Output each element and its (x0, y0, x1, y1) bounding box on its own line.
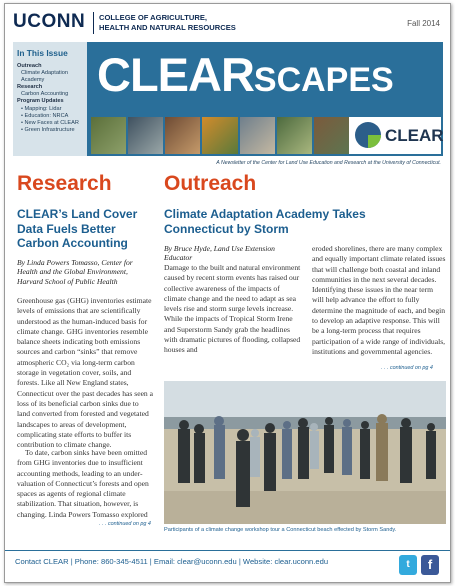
toc-heading[interactable]: Outreach (17, 63, 42, 69)
outreach-column-2: eroded shorelines, there are many complex and equally important climate related issues that will challenge both coastal and inland communities in the next several decades. Identifying these issues in the near term will help advance the effort to fully determine the magnitude of each, and begin to develop an adaptive response. This will be a long-term process that requires participation of a wide range of individuals, institutions and governmental agencies. (312, 244, 446, 356)
footer (5, 550, 450, 583)
outreach-continued: . . . continued on pg 4 (381, 365, 433, 371)
research-byline: By Linda Powers Tomasso, Center for Health and the Global Environment, Harvard School of Public Health (17, 258, 133, 286)
strip-photo (128, 117, 163, 154)
toc-item[interactable]: Academy (21, 77, 45, 84)
toc-heading[interactable]: Program Updates (17, 98, 64, 105)
strip-photo (165, 117, 200, 154)
table-of-contents (13, 42, 87, 156)
photo-caption: Participants of a climate change workshop tour a Connecticut beach effected by Storm Sandy. (164, 527, 397, 533)
toc-item[interactable]: • Mapping: Lidar (21, 105, 62, 112)
toc-heading[interactable]: Research (17, 84, 43, 91)
toc-item[interactable]: • Green Infrastructure (21, 126, 75, 133)
newsletter-page (4, 3, 451, 583)
strip-photo (91, 117, 126, 154)
toc-item[interactable]: • Education: NRCA (21, 112, 69, 119)
outreach-byline: By Bruce Hyde, Land Use Extension Educator (164, 244, 275, 263)
uconn-logo: UCONN (13, 11, 86, 32)
twitter-icon[interactable]: t (399, 555, 417, 575)
research-paragraph-1: Greenhouse gas (GHG) inventories estimate levels of emissions that are scientifically understood as the human-induced basis for climate change. GHG inventories resemble balance sheets indicating both emissions sources and carbon “sinks” that remove atmospheric CO₂ via long-term carbon storage in vegetation cover, soils, and forests. Like all New England states, Connecticut over the past decades has seen a loss of its beneficial carbon sinks due to land converted from forested and vegetated landscapes to areas of development, complicating state efforts to buffer its contribution to climate change. (17, 296, 154, 450)
toc-item[interactable]: • New Faces at CLEAR (21, 119, 79, 126)
masthead-title-big: CLEAR (97, 48, 254, 101)
research-paragraph-2: To date, carbon sinks have been omitted from GHG inventories due to insufficient accounting methods, leading to an under-valuation of Connecticut’s forests and open spaces as agents of regional climate stabilization. That situation, however, is changing. Linda Powers Tomasso explored (17, 448, 149, 519)
outreach-section-heading: Outreach (164, 172, 257, 195)
outreach-column-1: Damage to the built and natural environment caused by recent storm events has raised our collective awareness of the impacts of climate change and the need to adapt as sea levels rise and storm surge levels increase. While the impacts of Tropical Storm Irene and Superstorm Sandy grab the headlines with dramatic pictures of flooding, collapsed houses and (164, 263, 301, 355)
clear-logo-text: CLEAR (385, 126, 444, 145)
college-line-1: COLLEGE OF AGRICULTURE, (99, 13, 207, 22)
college-name (99, 13, 236, 32)
strip-photo (277, 117, 312, 154)
clear-logo (349, 117, 444, 154)
header-divider (93, 12, 94, 34)
toc-item[interactable]: Carbon Accounting (21, 91, 69, 98)
masthead-title-small: SCAPES (253, 61, 394, 99)
strip-photo (240, 117, 275, 154)
strip-photo (202, 117, 237, 154)
photo-strip (91, 117, 349, 154)
facebook-icon[interactable]: f (421, 555, 439, 575)
header (5, 4, 450, 42)
research-continued: . . . continued on pg 4 (99, 521, 151, 527)
tagline: A Newsletter of the Center for Land Use Education and Research at the University of Connecticut. (216, 160, 441, 166)
toc-item[interactable]: Climate Adaptation (21, 70, 68, 77)
toc-list (17, 63, 87, 134)
beach-workshop-photo (164, 381, 446, 524)
college-line-2: HEALTH AND NATURAL RESOURCES (99, 22, 236, 32)
toc-title: In This Issue (17, 48, 68, 58)
beach-scene-illustration (164, 381, 446, 524)
masthead-title (97, 50, 394, 105)
outreach-headline: Climate Adaptation Academy Takes Connecticut by Storm (164, 207, 366, 236)
research-section-heading: Research (17, 172, 112, 195)
research-headline: CLEAR’s Land Cover Data Fuels Better Carbon Accounting (17, 207, 138, 250)
issue-date: Fall 2014 (407, 19, 440, 28)
strip-photo (314, 117, 349, 154)
contact-line: Contact CLEAR | Phone: 860-345-4511 | Email: clear@uconn.edu | Website: clear.uconn.edu (15, 557, 329, 566)
clear-logo-icon (355, 122, 381, 148)
